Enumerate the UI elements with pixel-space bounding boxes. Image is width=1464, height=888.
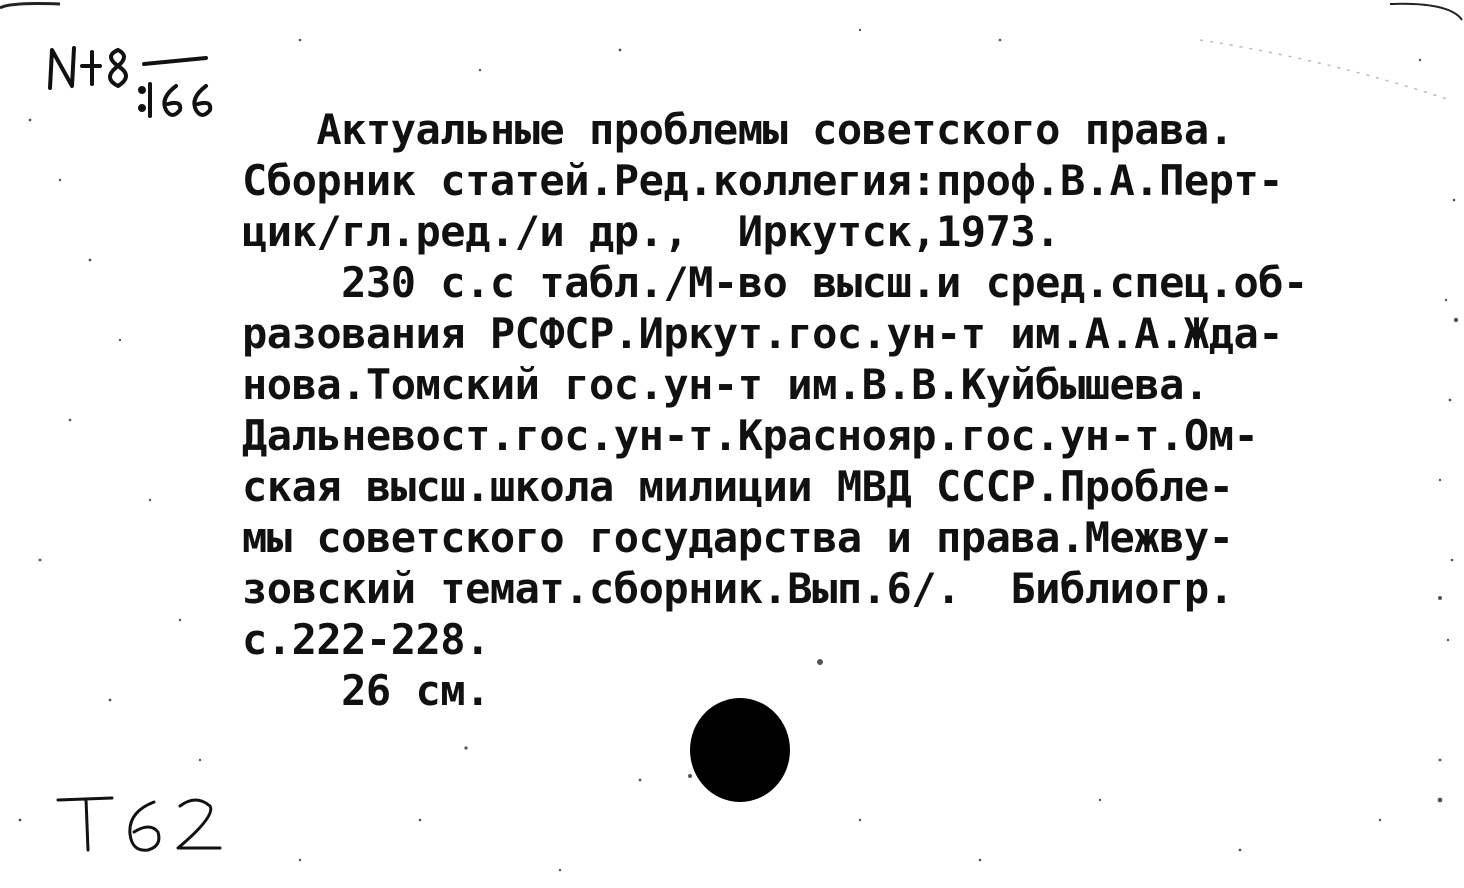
card-line: разования РСФСР.Иркут.гос.ун-т им.А.А.Жда- bbox=[242, 309, 1284, 358]
card-line: Сборник статей.Ред.коллегия:проф.В.А.Перт- bbox=[242, 156, 1284, 205]
card-line: Дальневост.гос.ун-т.Краснояр.гос.ун-т.Ом- bbox=[242, 411, 1259, 460]
card-line-title: Актуальные проблемы советского права. bbox=[242, 105, 1234, 154]
card-line: с.222-228. bbox=[242, 615, 490, 664]
card-line: цик/гл.ред./и др., Иркутск,1973. bbox=[242, 207, 1060, 256]
call-number-bottom bbox=[50, 786, 240, 862]
card-text bbox=[242, 104, 1442, 716]
punch-hole bbox=[690, 698, 790, 802]
card-line: ская высш.школа милиции МВД СССР.Пробле- bbox=[242, 462, 1234, 511]
call-number-top bbox=[38, 28, 238, 138]
card-line-pages: 230 с.с табл./М-во высш.и сред.спец.об- bbox=[242, 258, 1308, 307]
card-line-size: 26 см. bbox=[242, 666, 490, 715]
card-line: нова.Томский гос.ун-т им.В.В.Куйбышева. bbox=[242, 360, 1209, 409]
card-line: зовский темат.сборник.Вып.6/. Библиогр. bbox=[242, 564, 1234, 613]
card-line: мы советского государства и права.Межву- bbox=[242, 513, 1234, 562]
